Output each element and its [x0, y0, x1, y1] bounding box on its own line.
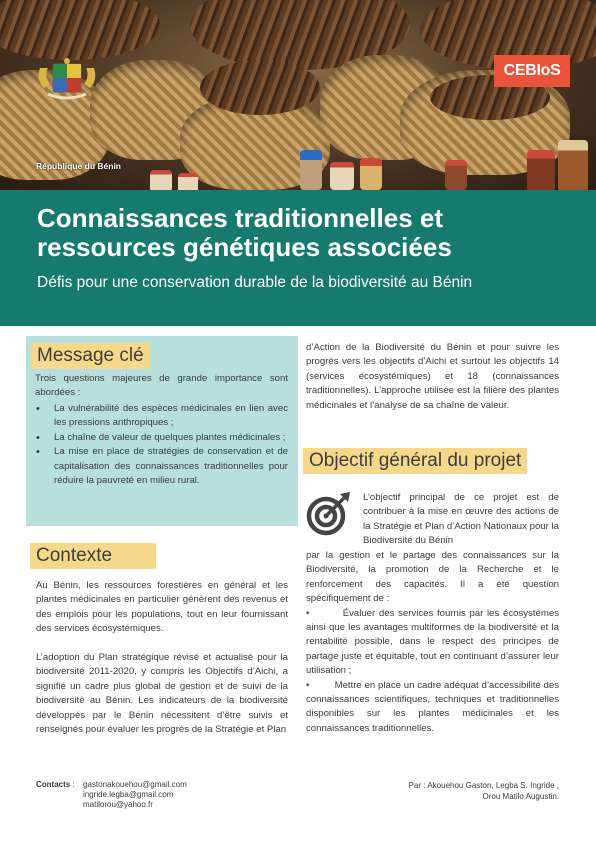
contact-email[interactable]: matilorou@yahoo.fr	[83, 799, 153, 809]
jar	[330, 162, 354, 190]
objective-bullet-text: Mettre en place un cadre adéquat d’accessibilité des connaissances scientifiques, techniques et traditionnelles disponibles sur les plantes médicinales et les connaissances traditionnelles.	[306, 679, 559, 734]
authors-line: Orou Matilo Augustin.	[482, 792, 559, 801]
contact-email[interactable]: gastonakouehou@gmail.com	[83, 780, 187, 789]
target-icon	[306, 490, 352, 536]
key-message-item: • La chaîne de valeur de quelques plantes médicinales ;	[35, 431, 288, 445]
jar	[527, 150, 555, 190]
context-paragraph: L’adoption du Plan stratégique révisé et actualisé pour la biodiversité 2011-2020, y compris les Objectifs d’Aichi, a signifié un cadre plus global de gestion et de suivi de la biodiversité au Bénin. Les indicateurs de la biodiversité développés par le Bénin nécessitent d’être suivis et renseignés pour évaluer les progrès de la Stratégie et Plan	[36, 652, 288, 736]
objective-intro: L’objectif principal de ce projet est de contribuer à la mise en œuvre des actions de la Stratégie et Plan d’Action Nationaux pour la Biodiversité du Bénin	[363, 492, 559, 547]
jar	[445, 160, 467, 190]
contact-email[interactable]: ingride.legba@gmail.com	[83, 789, 174, 799]
jar	[178, 173, 198, 190]
key-message-item: • La mise en place de stratégies de conservation et de capitalisation des connaissances traditionnelles pour réduire la pauvreté en milieu rural.	[35, 445, 288, 488]
page-title: Connaissances traditionnelles et ressources génétiques associées	[37, 203, 452, 262]
title-band	[0, 190, 596, 326]
jar	[150, 170, 172, 190]
jar	[360, 158, 382, 190]
objective-bullet-text: Évaluer des services fournis par les écosystèmes ainsi que les avantages multiformes de la biodiversité et la rentabilité possible, dans le respect des principes de partage juste et équitable, tout en continuant d’assurer leur utilisation ;	[306, 607, 559, 677]
authors	[329, 780, 559, 802]
objective-bullet	[306, 607, 559, 679]
objective-text	[306, 549, 559, 736]
bullet-icon: •	[306, 679, 335, 691]
key-message-intro: Trois questions majeures de grande importance sont abordées :	[35, 373, 288, 399]
contacts: Contacts : gastonakouehou@gmail.com ingride.legba@gmail.com matilorou@yahoo.fr	[36, 780, 75, 790]
hero-photo	[0, 0, 596, 190]
country-label: République du Bénin	[36, 161, 121, 171]
contact-emails	[83, 780, 233, 809]
key-message-box	[26, 336, 298, 526]
context-continuation: d’Action de la Biodiversité du Bénin et pour suivre les progrès vers les objectifs d’Aichi et surtout les objectifs 14 (services écosystémiques) et 18 (connaissances traditionnelles). L’approche utilisée est la filière des plantes médicinales et l’analyse de sa chaîne de valeur.	[306, 342, 559, 411]
coat-of-arms-emblem	[36, 58, 98, 102]
jar	[300, 150, 322, 190]
context-text	[36, 579, 288, 752]
key-message-list	[35, 402, 288, 488]
key-message-item: • La vulnérabilité des espèces médicinales en lien avec les pressions anthropiques ;	[35, 402, 288, 431]
page-subtitle: Défis pour une conservation durable de la biodiversité au Bénin	[37, 274, 473, 291]
objective-paragraph: par la gestion et le partage des connaissances sur la Biodiversité, la promotion de la Recherche et le renforcement des capacités. Il a été question spécifiquement de :	[306, 550, 559, 605]
cebios-logo: CEBIoS	[494, 55, 570, 87]
objective-heading: Objectif général du projet	[303, 448, 527, 474]
context-heading: Contexte	[30, 543, 156, 569]
jar	[558, 140, 588, 190]
bullet-icon: •	[306, 607, 343, 619]
key-message-heading: Message clé	[31, 343, 150, 369]
context-paragraph: Au Bénin, les ressources forestières en général et les plantes médicinales en particulier génèrent des revenus et des emplois pour les populations, tout en leur fournissant des services écosystémiques.	[36, 580, 288, 635]
contacts-label: Contacts	[36, 780, 71, 789]
authors-line: Par : Akouehou Gaston, Legba S. Ingride ,	[408, 781, 559, 790]
roots-pile	[0, 0, 160, 60]
roots-pile	[200, 60, 320, 115]
objective-bullet	[306, 679, 559, 737]
